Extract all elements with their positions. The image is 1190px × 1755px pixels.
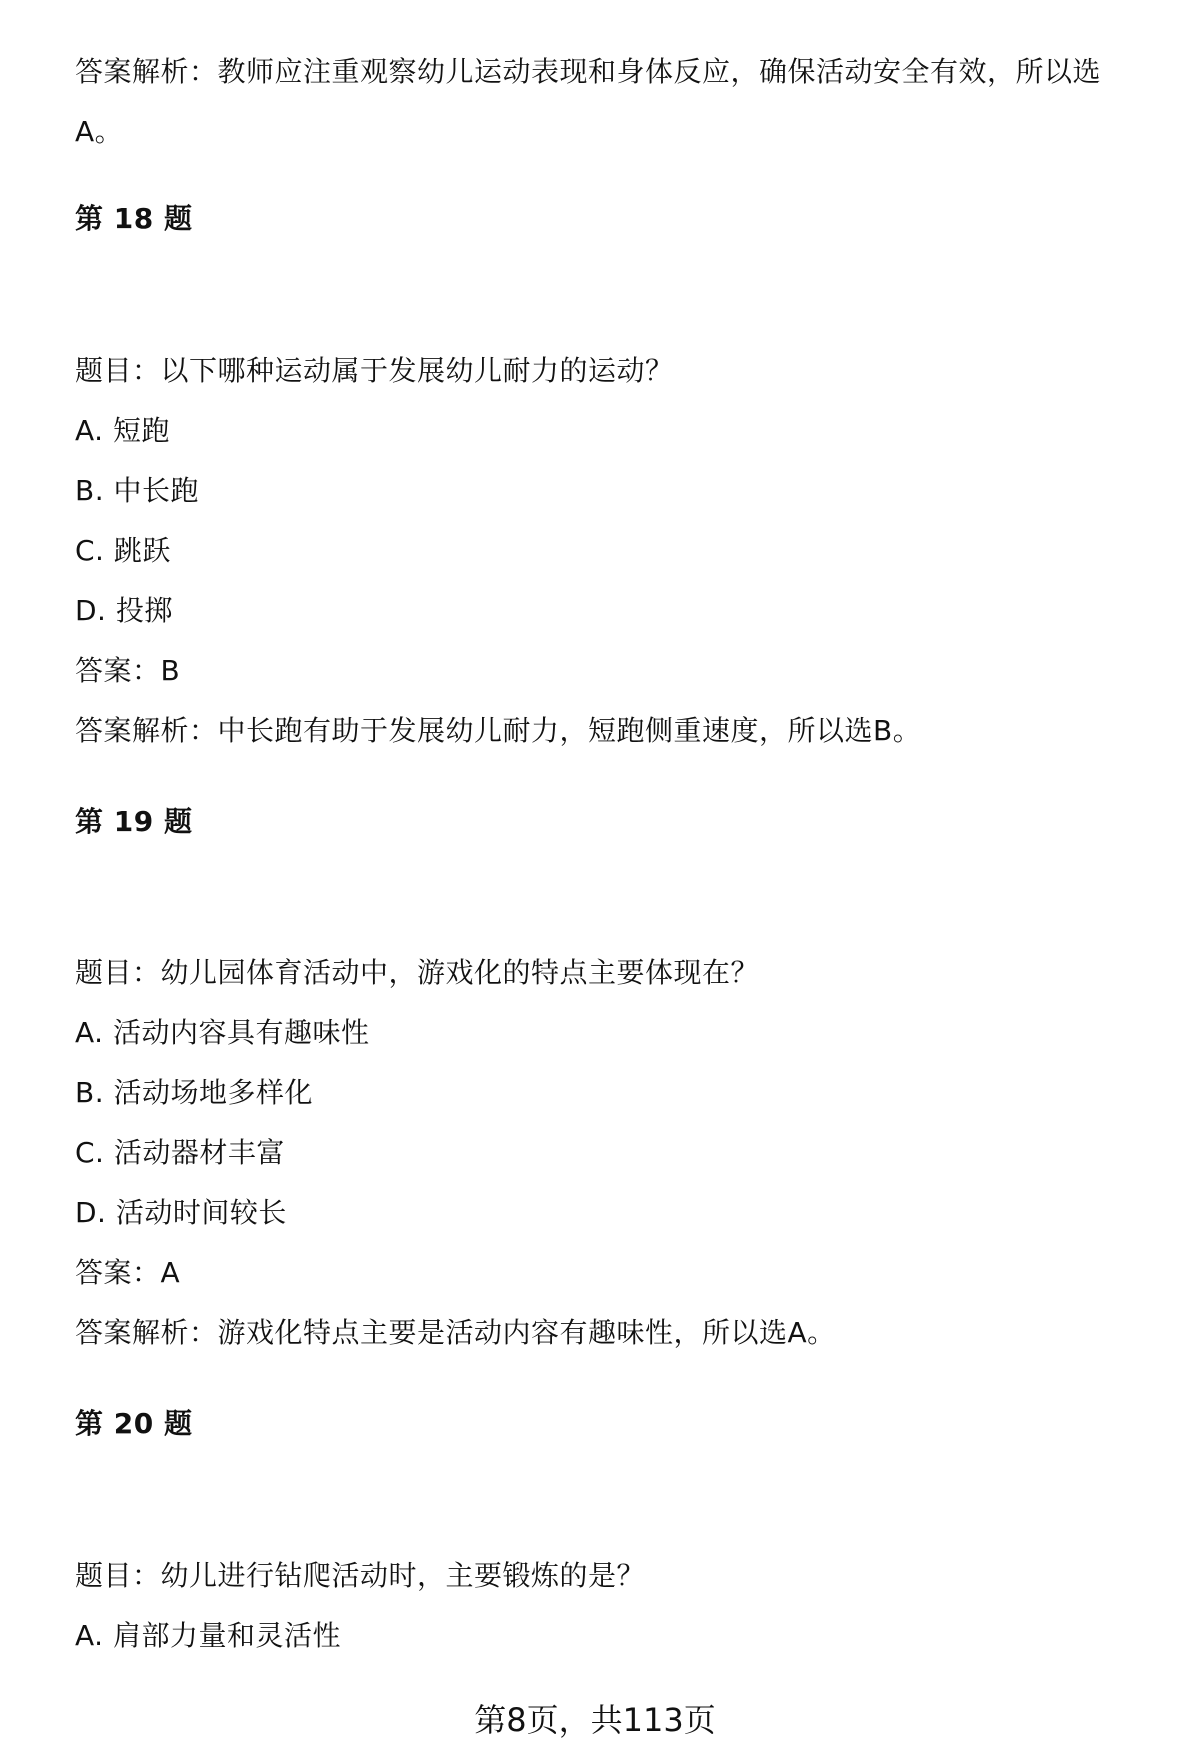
q19-option-a: A. 活动内容具有趣味性 (75, 1016, 370, 1049)
q17-analysis-line1: 答案解析：教师应注重观察幼儿运动表现和身体反应，确保活动安全有效，所以选 (75, 55, 1102, 88)
q19-answer: 答案：A (75, 1256, 181, 1289)
page-number-footer: 第8页，共113页 (474, 1701, 716, 1739)
q18-option-a: A. 短跑 (75, 414, 170, 447)
q19-heading: 第 19 题 (75, 805, 193, 838)
q19-question: 题目：幼儿园体育活动中，游戏化的特点主要体现在？ (75, 956, 760, 989)
q20-question: 题目：幼儿进行钻爬活动时，主要锻炼的是？ (75, 1559, 646, 1592)
q20-option-a: A. 肩部力量和灵活性 (75, 1619, 341, 1652)
q20-heading: 第 20 题 (75, 1407, 193, 1440)
q18-question: 题目：以下哪种运动属于发展幼儿耐力的运动？ (75, 354, 674, 387)
q18-option-d: D. 投掷 (75, 594, 173, 627)
q18-option-c: C. 跳跃 (75, 534, 171, 567)
q18-analysis: 答案解析：中长跑有助于发展幼儿耐力，短跑侧重速度，所以选B。 (75, 714, 922, 747)
q18-option-b: B. 中长跑 (75, 474, 200, 507)
q19-analysis: 答案解析：游戏化特点主要是活动内容有趣味性，所以选A。 (75, 1316, 836, 1349)
q18-heading: 第 18 题 (75, 202, 193, 235)
q17-analysis-line2: A。 (75, 115, 124, 148)
q19-option-d: D. 活动时间较长 (75, 1196, 287, 1229)
q18-answer: 答案：B (75, 654, 181, 687)
q19-option-b: B. 活动场地多样化 (75, 1076, 314, 1109)
q19-option-c: C. 活动器材丰富 (75, 1136, 285, 1169)
